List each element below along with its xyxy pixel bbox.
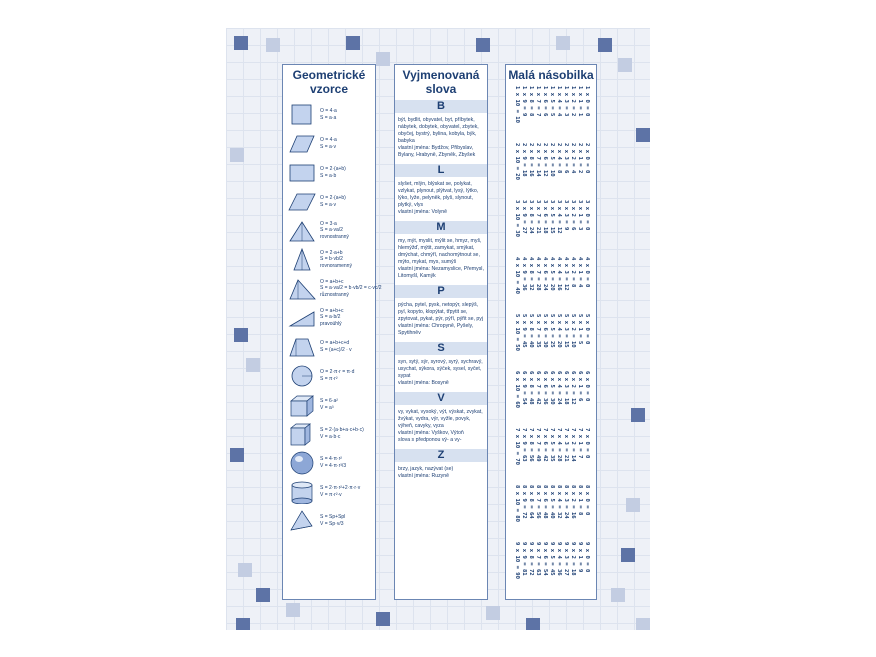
word-list: my, mýt, myslit, mýlit se, hmyz, myš, hlemýžď, mýtit, zamykat, smýkat, dmýchat, chmýří, nachomýtnout se, mýto, mykat, mys, sumýš	[398, 238, 482, 265]
multiplication-row: 8 x 6 = 48	[542, 485, 548, 519]
multiplication-table	[512, 143, 590, 193]
letter-header: B	[395, 100, 487, 113]
multiplication-row: 5 x 10 = 50	[514, 314, 520, 352]
formula-line: S = 2·(a·b+a·c+b·c)	[320, 427, 364, 433]
tile	[246, 358, 260, 372]
formula-text	[320, 308, 344, 328]
multiplication-row: 1 x 7 = 7	[535, 86, 541, 117]
multiplication-row: 7 x 0 = 0	[584, 428, 590, 459]
geometry-formula	[283, 187, 375, 216]
multiplication-row: 1 x 2 = 2	[570, 86, 576, 117]
multiplication-row: 3 x 4 = 12	[556, 200, 562, 234]
tile	[238, 563, 252, 577]
tile	[618, 58, 632, 72]
geometry-formula	[283, 448, 375, 477]
multiplication-row: 3 x 6 = 18	[542, 200, 548, 234]
multiplication-row: 6 x 9 = 54	[521, 371, 527, 405]
pyramid-icon	[288, 509, 316, 533]
tile	[626, 498, 640, 512]
multiplication-row: 4 x 0 = 0	[584, 257, 590, 288]
formula-text	[320, 369, 354, 382]
formula-line: O = a+b+c	[320, 278, 344, 285]
multiplication-table	[512, 485, 590, 535]
multiplication-row: 3 x 10 = 30	[514, 200, 520, 238]
tile	[376, 612, 390, 626]
word-list-text	[395, 357, 487, 390]
multiplication-row: 3 x 7 = 21	[535, 200, 541, 234]
multiplication-row: 5 x 6 = 30	[542, 314, 548, 348]
multiplication-row: 8 x 9 = 72	[521, 485, 527, 519]
multiplication-row: 7 x 5 = 35	[549, 428, 555, 462]
multiplication-row: 8 x 10 = 80	[514, 485, 520, 523]
tile	[611, 588, 625, 602]
formula-text	[320, 340, 352, 353]
tile	[346, 36, 360, 50]
multiplication-row: 9 x 4 = 36	[556, 542, 562, 576]
multiplication-row: 5 x 5 = 25	[549, 314, 555, 348]
multiplication-row: 4 x 9 = 36	[521, 257, 527, 291]
formula-text	[320, 221, 349, 241]
proper-names: vlastní jména: Nezamyslice, Přemysl, Litomyšl, Kamýk	[398, 266, 484, 279]
square-icon	[288, 103, 316, 127]
formula-line: různostranný	[320, 291, 349, 298]
multiplication-table	[512, 86, 590, 136]
tile	[636, 618, 650, 630]
word-list-text	[395, 407, 487, 447]
word-list-text	[395, 464, 487, 483]
sphere-icon	[288, 451, 316, 475]
tile	[236, 618, 250, 630]
letter-header: L	[395, 164, 487, 177]
formula-line: O = 4·a	[320, 137, 337, 143]
multiplication-row: 1 x 1 = 1	[577, 86, 583, 117]
geometry-formula	[283, 274, 382, 303]
word-list: brzy, jazyk, nazývat (se)	[398, 466, 454, 472]
formula-text	[320, 250, 352, 270]
tile	[230, 148, 244, 162]
multiplication-row: 6 x 6 = 36	[542, 371, 548, 405]
tile	[234, 36, 248, 50]
multiplication-row: 6 x 3 = 18	[563, 371, 569, 405]
multiplication-row: 3 x 5 = 15	[549, 200, 555, 234]
word-list: pýcha, pytel, pysk, netopýr, slepýš, pyl, kopyto, klopýtat, třpytit se, zpytovat, pykat, pýr, pýří, pýřit se, pyj	[398, 302, 484, 322]
multiplication-row: 6 x 7 = 42	[535, 371, 541, 405]
tile	[286, 603, 300, 617]
isosceles-triangle-icon	[288, 248, 316, 272]
multiplication-row: 4 x 2 = 8	[570, 257, 576, 288]
cylinder-icon	[288, 480, 316, 504]
scalene-triangle-icon	[288, 277, 316, 301]
circle-icon	[288, 364, 316, 388]
word-list: vy, vykat, vysoký, výt, výskat, zvykat, žvýkat, vydra, výr, vyžle, povyk, výheň, cavyky, vyza	[398, 409, 483, 429]
formula-line: O = 2·(a+b)	[320, 195, 346, 201]
formula-line: O = 2·(a+b)	[320, 166, 346, 172]
multiplication-table	[512, 257, 590, 307]
multiplication-row: 8 x 2 = 16	[570, 485, 576, 519]
multiplication-row: 7 x 9 = 63	[521, 428, 527, 462]
tile	[266, 38, 280, 52]
multiplication-row: 8 x 5 = 40	[549, 485, 555, 519]
formula-line: O = 4·a	[320, 108, 337, 114]
formula-text	[320, 108, 337, 121]
formula-line: S = a·a	[320, 114, 337, 121]
geometry-formula	[283, 216, 375, 245]
geometry-formula	[283, 506, 375, 535]
multiplication-row: 3 x 9 = 27	[521, 200, 527, 234]
multiplication-row: 2 x 6 = 12	[542, 143, 548, 177]
formula-line: pravoúhlý	[320, 320, 342, 327]
multiplication-row: 7 x 8 = 56	[528, 428, 534, 462]
geometry-formula	[283, 332, 375, 361]
formula-line: S = π·r²	[320, 375, 338, 382]
formula-line: V = π·r²·v	[320, 491, 342, 498]
geometry-formula	[283, 477, 375, 506]
multiplication-row: 9 x 0 = 0	[584, 542, 590, 573]
multiplication-row: 7 x 2 = 14	[570, 428, 576, 462]
multiplication-row: 7 x 6 = 42	[542, 428, 548, 462]
multiplication-title: Malá násobilka	[508, 68, 594, 82]
formula-line: O = 3·a	[320, 220, 337, 227]
multiplication-table	[512, 200, 590, 250]
formula-line: V = a·b·c	[320, 433, 341, 440]
multiplication-row: 2 x 0 = 0	[584, 143, 590, 174]
formula-line: S = a·va/2 = b·vb/2 = c·vc/2	[320, 285, 382, 292]
word-list: syn, sytý, sýr, syrový, syrý, sychravý, usychat, sýkora, sýček, sysel, syčet, sypat	[398, 359, 483, 379]
multiplication-row: 5 x 7 = 35	[535, 314, 541, 348]
tile	[476, 38, 490, 52]
formula-line: O = a+b+c+d	[320, 340, 350, 346]
multiplication-row: 4 x 4 = 16	[556, 257, 562, 291]
words-column	[394, 64, 488, 600]
multiplication-row: 9 x 3 = 27	[563, 542, 569, 576]
multiplication-row: 5 x 3 = 15	[563, 314, 569, 348]
formula-line: S = 2·π·r²+2·π·r·v	[320, 485, 361, 491]
letter-header: P	[395, 285, 487, 298]
multiplication-row: 4 x 6 = 24	[542, 257, 548, 291]
prefix-note: slova s předponou vý- a vy-	[398, 437, 462, 443]
multiplication-row: 9 x 7 = 63	[535, 542, 541, 576]
proper-names: vlastní jména: Vyškov, Výtoň	[398, 430, 464, 436]
formula-line: O = 2·a+b	[320, 249, 343, 256]
multiplication-row: 1 x 3 = 3	[563, 86, 569, 117]
multiplication-row: 6 x 4 = 24	[556, 371, 562, 405]
tile	[376, 52, 390, 66]
multiplication-row: 6 x 2 = 12	[570, 371, 576, 405]
tile	[230, 448, 244, 462]
letter-header: S	[395, 342, 487, 355]
multiplication-row: 4 x 5 = 20	[549, 257, 555, 291]
formula-text	[320, 195, 346, 208]
multiplication-row: 3 x 0 = 0	[584, 200, 590, 231]
multiplication-row: 2 x 8 = 16	[528, 143, 534, 177]
letter-header: V	[395, 392, 487, 405]
multiplication-row: 7 x 1 = 7	[577, 428, 583, 459]
multiplication-table	[512, 542, 590, 592]
geometry-formula	[283, 158, 375, 187]
words-title: Vyjmenovaná slova	[402, 68, 480, 96]
geometry-formula	[283, 129, 375, 158]
multiplication-row: 2 x 4 = 8	[556, 143, 562, 174]
proper-names: vlastní jména: Volyně	[398, 209, 448, 215]
right-triangle-icon	[288, 306, 316, 330]
geometry-formula	[283, 100, 375, 129]
formula-text	[320, 279, 382, 299]
multiplication-table	[512, 314, 590, 364]
word-list: slyšet, mlýn, blýskat se, polykat, vzlykat, plynout, plýtvat, lysý, lýtko, lýko, lyže, pelyněk, plyš, slynout, plytký, vlys	[398, 181, 479, 208]
multiplication-row: 4 x 3 = 12	[563, 257, 569, 291]
multiplication-tables	[506, 86, 596, 606]
formula-text	[320, 427, 364, 440]
equilateral-triangle-icon	[288, 219, 316, 243]
proper-names: vlastní jména: Chropyně, Pyšely, Spytihněv	[398, 323, 474, 336]
tile	[636, 128, 650, 142]
formula-line: O = 2·π·r = π·d	[320, 369, 355, 375]
rhombus-icon	[288, 132, 316, 156]
multiplication-row: 1 x 8 = 8	[528, 86, 534, 117]
geometry-formula	[283, 303, 375, 332]
multiplication-row: 7 x 3 = 21	[563, 428, 569, 462]
multiplication-row: 7 x 7 = 49	[535, 428, 541, 462]
formula-text	[320, 485, 360, 498]
multiplication-row: 7 x 4 = 28	[556, 428, 562, 462]
multiplication-row: 9 x 6 = 54	[542, 542, 548, 576]
letter-header: M	[395, 221, 487, 234]
multiplication-column	[505, 64, 597, 600]
reference-sheet	[226, 28, 650, 630]
formula-line: S = a·v	[320, 143, 336, 150]
geometry-title: Geometrické vzorce	[292, 68, 366, 96]
multiplication-row: 5 x 0 = 0	[584, 314, 590, 345]
multiplication-row: 9 x 1 = 9	[577, 542, 583, 573]
multiplication-row: 8 x 0 = 0	[584, 485, 590, 516]
formula-line: S = a·va/2	[320, 227, 343, 234]
formula-text	[320, 137, 337, 150]
multiplication-row: 1 x 6 = 6	[542, 86, 548, 117]
tile	[556, 36, 570, 50]
multiplication-row: 1 x 0 = 0	[584, 86, 590, 117]
multiplication-row: 5 x 4 = 20	[556, 314, 562, 348]
multiplication-row: 6 x 8 = 48	[528, 371, 534, 405]
multiplication-row: 1 x 10 = 10	[514, 86, 520, 124]
words-section-list	[395, 100, 487, 483]
multiplication-row: 8 x 8 = 64	[528, 485, 534, 519]
multiplication-row: 6 x 5 = 30	[549, 371, 555, 405]
cube-icon	[288, 393, 316, 417]
multiplication-row: 8 x 3 = 24	[563, 485, 569, 519]
word-list-text	[395, 300, 487, 340]
multiplication-row: 3 x 2 = 6	[570, 200, 576, 231]
tile	[486, 606, 500, 620]
proper-names: vlastní jména: Bydžov, Přibyslav, Bylany, Hrabyně, Zbyněk, Zbyšek	[398, 145, 476, 158]
word-list-text	[395, 179, 487, 219]
multiplication-row: 9 x 5 = 45	[549, 542, 555, 576]
multiplication-row: 4 x 7 = 28	[535, 257, 541, 291]
multiplication-row: 5 x 2 = 10	[570, 314, 576, 348]
letter-header: Z	[395, 449, 487, 462]
rectangle-icon	[288, 161, 316, 185]
word-list: být, bydlit, obyvatel, byt, příbytek, nábytek, dobytek, obyvatel, zbytek, obyčej, bystrý, bylina, kobyla, býk, babyka	[398, 117, 479, 144]
tile	[256, 588, 270, 602]
multiplication-row: 4 x 1 = 4	[577, 257, 583, 288]
formula-line: S = Sp+Spl	[320, 514, 346, 520]
tile	[631, 408, 645, 422]
multiplication-row: 6 x 0 = 0	[584, 371, 590, 402]
formula-line: V = Sp·v/3	[320, 520, 344, 527]
multiplication-row: 3 x 3 = 9	[563, 200, 569, 231]
formula-line: S = 4·π·r²	[320, 456, 342, 462]
formula-text	[320, 514, 345, 527]
multiplication-row: 2 x 9 = 18	[521, 143, 527, 177]
geometry-column	[282, 64, 382, 600]
geometry-formula-list	[283, 100, 382, 535]
formula-line: rovnostranný	[320, 233, 349, 240]
formula-line: S = a·b/2	[320, 314, 341, 321]
formula-text	[320, 166, 346, 179]
formula-line: V = 4·π·r³/3	[320, 462, 347, 469]
formula-line: rovnoramenný	[320, 262, 352, 269]
multiplication-row: 3 x 1 = 3	[577, 200, 583, 231]
parallelogram-icon	[288, 190, 316, 214]
multiplication-row: 8 x 1 = 8	[577, 485, 583, 516]
tile	[621, 548, 635, 562]
word-list-text	[395, 115, 487, 162]
trapezoid-icon	[288, 335, 316, 359]
formula-text	[320, 398, 338, 411]
formula-line: S = b·vb/2	[320, 256, 343, 263]
multiplication-row: 2 x 10 = 20	[514, 143, 520, 181]
multiplication-row: 2 x 7 = 14	[535, 143, 541, 177]
multiplication-row: 8 x 7 = 56	[535, 485, 541, 519]
formula-text	[320, 456, 346, 469]
proper-names: vlastní jména: Ruzyně	[398, 473, 450, 479]
multiplication-row: 9 x 8 = 72	[528, 542, 534, 576]
formula-line: V = a³	[320, 404, 334, 411]
cuboid-icon	[288, 422, 316, 446]
formula-line: S = (a+c)/2 · v	[320, 346, 352, 353]
formula-line: S = 6·a²	[320, 398, 338, 404]
tile	[526, 618, 540, 630]
multiplication-row: 5 x 9 = 45	[521, 314, 527, 348]
multiplication-table	[512, 428, 590, 478]
multiplication-row: 9 x 2 = 18	[570, 542, 576, 576]
multiplication-row: 8 x 4 = 32	[556, 485, 562, 519]
multiplication-row: 5 x 8 = 40	[528, 314, 534, 348]
multiplication-row: 4 x 10 = 40	[514, 257, 520, 295]
word-list-text	[395, 236, 487, 283]
multiplication-table	[512, 371, 590, 421]
formula-line: S = a·b	[320, 172, 337, 179]
multiplication-row: 2 x 5 = 10	[549, 143, 555, 177]
multiplication-row: 2 x 1 = 2	[577, 143, 583, 174]
multiplication-row: 2 x 3 = 6	[563, 143, 569, 174]
multiplication-row: 1 x 9 = 9	[521, 86, 527, 117]
formula-line: S = a·v	[320, 201, 336, 208]
geometry-formula	[283, 390, 375, 419]
tile	[234, 328, 248, 342]
geometry-formula	[283, 419, 375, 448]
formula-line: O = a+b+c	[320, 307, 344, 314]
tile	[598, 38, 612, 52]
multiplication-row: 9 x 10 = 90	[514, 542, 520, 580]
multiplication-row: 6 x 10 = 60	[514, 371, 520, 409]
multiplication-row: 1 x 4 = 4	[556, 86, 562, 117]
multiplication-row: 7 x 10 = 70	[514, 428, 520, 466]
multiplication-row: 2 x 2 = 4	[570, 143, 576, 174]
multiplication-row: 1 x 5 = 5	[549, 86, 555, 117]
multiplication-row: 6 x 1 = 6	[577, 371, 583, 402]
multiplication-row: 5 x 1 = 5	[577, 314, 583, 345]
multiplication-row: 9 x 9 = 81	[521, 542, 527, 576]
multiplication-row: 4 x 8 = 32	[528, 257, 534, 291]
multiplication-row: 3 x 8 = 24	[528, 200, 534, 234]
proper-names: vlastní jména: Bosyně	[398, 380, 449, 386]
geometry-formula	[283, 361, 375, 390]
geometry-formula	[283, 245, 375, 274]
